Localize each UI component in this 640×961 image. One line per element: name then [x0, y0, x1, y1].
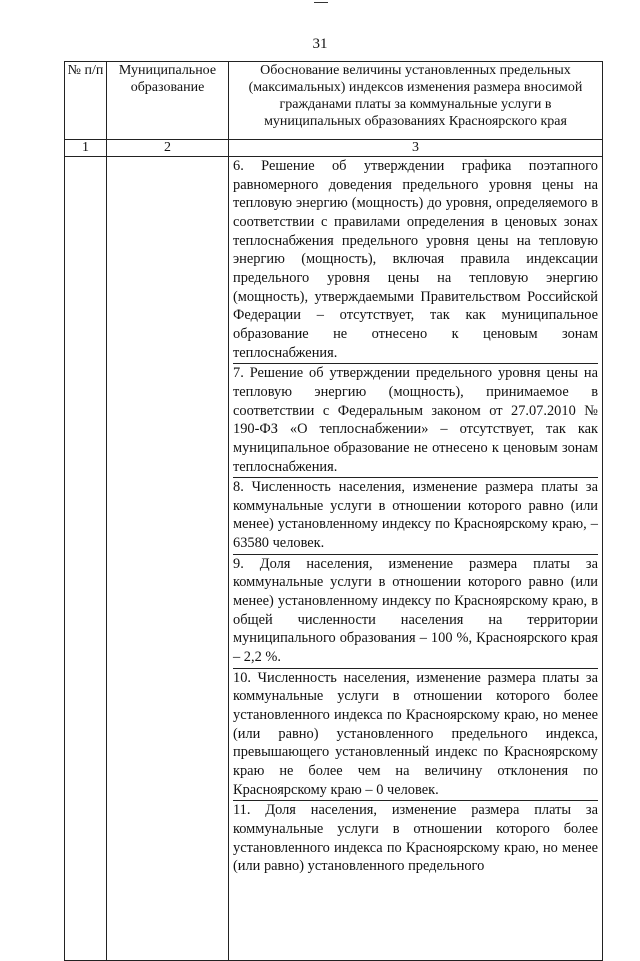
paragraph-text: 11. Доля населения, изменение размера платы за коммунальные услуги в отношении которого более установленного индекса по Красноярскому краю, но менее (или равно) установленного предельного: [233, 802, 598, 875]
paragraph-text: 9. Доля населения, изменение размера платы за коммунальные услуги в отношении которого равно (или менее) установленному индексу по Красноярскому краю, в общей численности населения на территории муниципального образования – 100 %, Красноярского края – 2,2 %.: [233, 555, 598, 666]
justification-paragraph-7: [233, 364, 598, 478]
column-number-1: 1: [65, 140, 107, 157]
paragraph-text: 7. Решение об утверждении предельного уровня цены на тепловую энергию (мощность), принимаемое в соответствии с Федеральным законом от 27.07.2010 № 190-ФЗ «О теплоснабжении» – отсутствует, так как муниципальное образование не отнесено к ценовым зонам теплоснабжения.: [233, 365, 598, 475]
header-justification-label: Обоснование величины установленных предельных (максимальных) индексов изменения размера вносимой гражданами платы за коммунальные услуги в муниципальных образованиях Красноярского края: [248, 63, 583, 129]
page-number: 31: [312, 36, 328, 52]
row-justification-cell: [229, 157, 603, 961]
top-margin-mark: [314, 2, 328, 3]
column-number-row: [65, 140, 603, 157]
justification-text: [229, 157, 602, 877]
table-header-row: [65, 62, 603, 140]
justification-paragraph-9: [233, 555, 598, 669]
header-justification: [229, 62, 603, 140]
justification-paragraph-10: [233, 669, 598, 802]
header-municipality: [107, 62, 229, 140]
column-number-2: 2: [107, 140, 229, 157]
justification-paragraph-8: [233, 478, 598, 555]
justification-paragraph-6: [233, 157, 598, 364]
paragraph-text: 10. Численность населения, изменение размера платы за коммунальные услуги в отношении которого более установленного индекса по Красноярскому краю, но менее (или равно) установленного предельного индекса, превышающего установленный индекс по Красноярскому краю не более чем на величину отклонения по Красноярскому краю – 0 человек.: [233, 669, 598, 798]
paragraph-text: 8. Численность населения, изменение размера платы за коммунальные услуги в отношении которого равно (или менее) установленному индексу по Красноярскому краю, – 63580 человек.: [233, 479, 598, 552]
header-municipality-label: Муниципальное образование: [118, 63, 217, 95]
header-number: [65, 62, 107, 140]
row-municipality-cell: [107, 157, 229, 961]
row-number-cell: [65, 157, 107, 961]
column-number-3: 3: [229, 140, 603, 157]
header-number-label: № п/п: [67, 63, 104, 78]
table-row: [65, 157, 603, 961]
justification-paragraph-11: [233, 801, 598, 877]
paragraph-text: 6. Решение об утверждении графика поэтапного равномерного доведения предельного уровня цены на тепловую энергию (мощность) до уровня, определяемого в соответствии с правилами определения в ценовых зонах теплоснабжения предельного уровня цены на тепловую энергию (мощность), включая правила индексации предельного уровня цены на тепловую энергию (мощность), утверждаемыми Правительством Российской Федерации – отсутствует, так как муниципальное образование не отнесено к ценовым зонам теплоснабжения.: [233, 158, 598, 361]
justification-table: [64, 61, 603, 961]
